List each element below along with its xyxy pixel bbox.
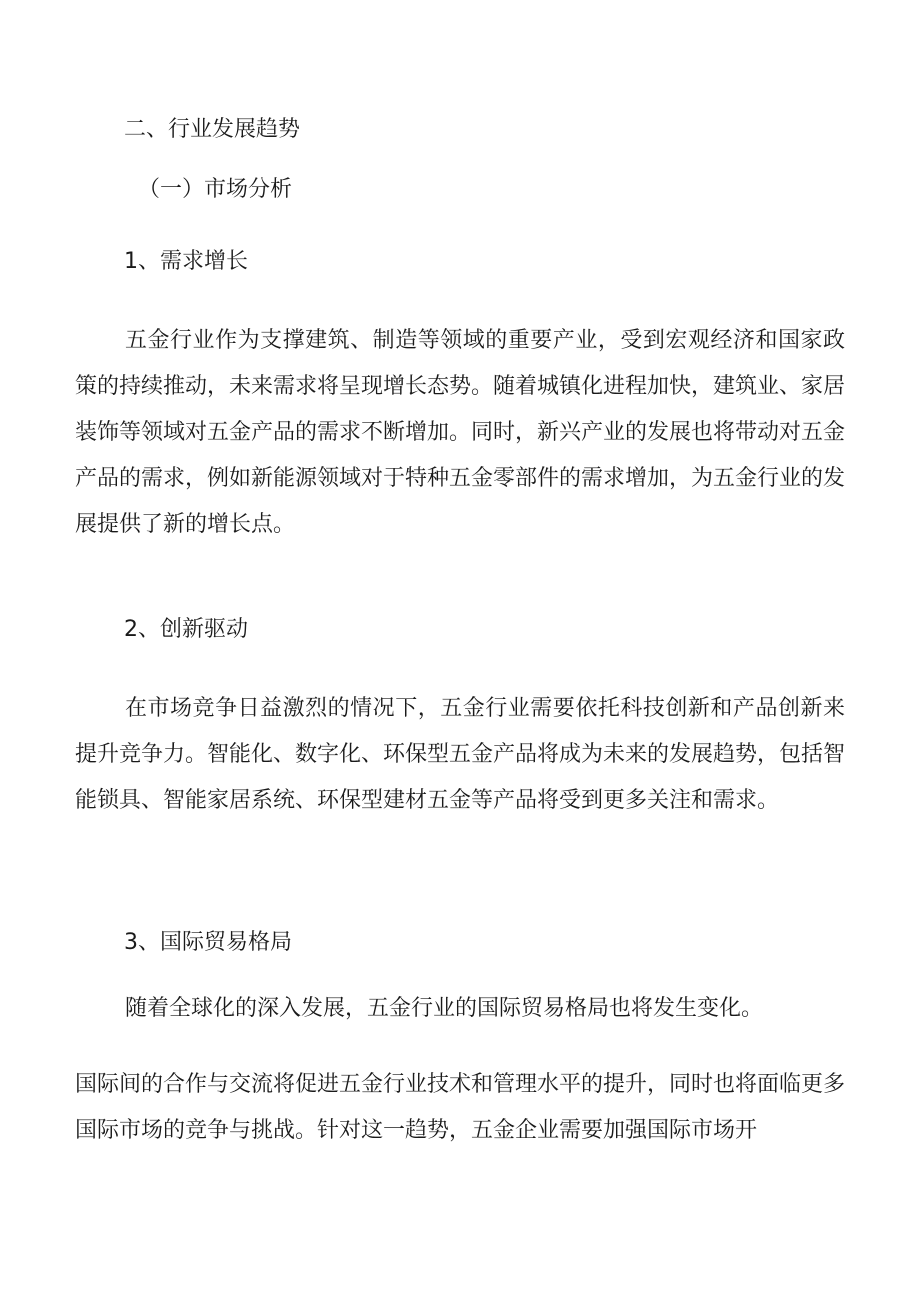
paragraph-trade-continuation: 国际间的合作与交流将促进五金行业技术和管理水平的提升，同时也将面临更多国际市场的竞争与挑战。针对这一趋势，五金企业需要加强国际市场开 [75,1072,846,1143]
paragraph-innovation: 在市场竞争日益激烈的情况下，五金行业需要依托科技创新和产品创新来提升竞争力。智能化、数字化、环保型五金产品将成为未来的发展趋势，包括智能锁具、智能家居系统、环保型建材五金等产品将受到更多关注和需求。 [75,696,846,813]
paragraph-trade: 随着全球化的深入发展，五金行业的国际贸易格局也将发生变化。 [125,996,764,1021]
paragraph-demand-growth: 五金行业作为支撑建筑、制造等领域的重要产业，受到宏观经济和国家政策的持续推动，未来需求将呈现增长态势。随着城镇化进程加快，建筑业、家居装饰等领域对五金产品的需求不断增加。同时，新兴产业的发展也将带动对五金产品的需求，例如新能源领域对于特种五金零部件的需求增加，为五金行业的发展提供了新的增长点。 [75,328,846,537]
section-heading: 二、行业发展趋势 [124,117,301,142]
item-heading-demand-growth: 1、需求增长 [124,249,248,274]
subsection-heading: （一）市场分析 [138,177,293,202]
item-heading-trade: 3、国际贸易格局 [124,930,292,955]
item-heading-innovation: 2、创新驱动 [124,617,248,642]
